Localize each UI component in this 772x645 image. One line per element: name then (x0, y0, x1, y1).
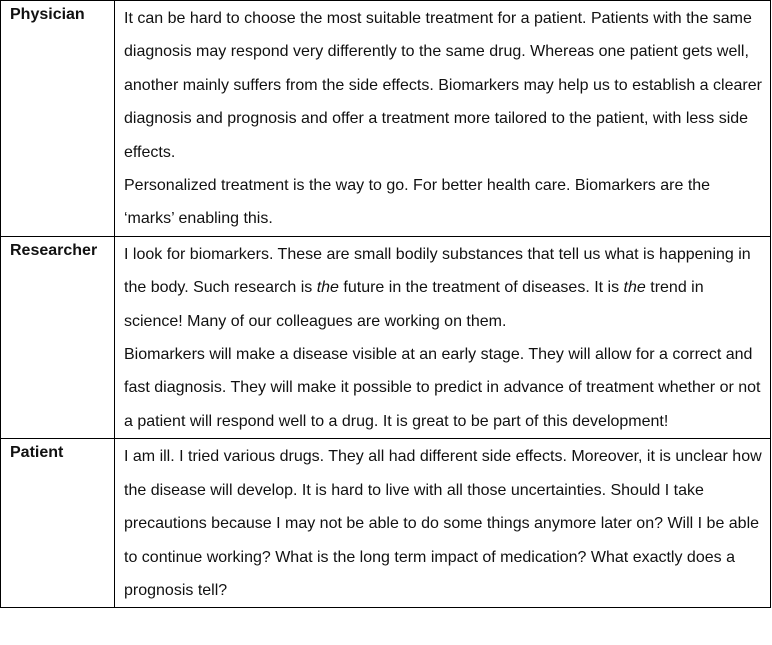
statement-text: future in the treatment of diseases. It is (338, 279, 624, 297)
statement-researcher (115, 236, 771, 438)
statement-text: Personalized treatment is the way to go. For better health care. Biomarkers are the ‘marks’ enabling this. (124, 177, 711, 228)
emphasis-text: the (316, 279, 339, 297)
statement-text: It can be hard to choose the most suitable treatment for a patient. Patients with the same diagnosis may respond very differently to the same drug. Whereas one patient gets well, another mainly suffers from the side effects. Biomarkers may help us to establish a clearer diagnosis and prognosis and offer a treatment more tailored to the patient, with less side effects. (124, 10, 762, 161)
role-label-physician: Physician (1, 1, 115, 237)
statement-text: trend in science! Many of our colleagues are working on them. (124, 279, 704, 330)
role-label-researcher: Researcher (1, 236, 115, 438)
statement-text: I look for biomarkers. These are small bodily substances that tell us what is happening in the body. Such research is (124, 245, 751, 297)
statement-physician (115, 1, 771, 237)
emphasis-text: the (623, 279, 646, 297)
statement-paragraph (124, 440, 764, 607)
statement-text: I am ill. I tried various drugs. They all had different side effects. Moreover, it is unclear how the disease will develop. It is hard to live with all those uncertainties. Should I take precautions because I may not be able to do some things anymore later on? Will I be able to continue working? What is the long term impact of medication? What exactly does a prognosis tell? (124, 448, 762, 599)
statement-paragraph (124, 2, 764, 169)
table-row-researcher (1, 236, 771, 438)
table-row-patient (1, 439, 771, 608)
statement-paragraph (124, 238, 764, 338)
table-row-physician (1, 1, 771, 237)
statement-paragraph (124, 169, 764, 236)
statement-paragraph (124, 338, 764, 438)
statement-patient (115, 439, 771, 608)
role-label-patient: Patient (1, 439, 115, 608)
statement-text: Biomarkers will make a disease visible at an early stage. They will allow for a correct and fast diagnosis. They will make it possible to predict in advance of treatment whether or not a patient will respond well to a drug. It is great to be part of this development! (124, 346, 761, 430)
